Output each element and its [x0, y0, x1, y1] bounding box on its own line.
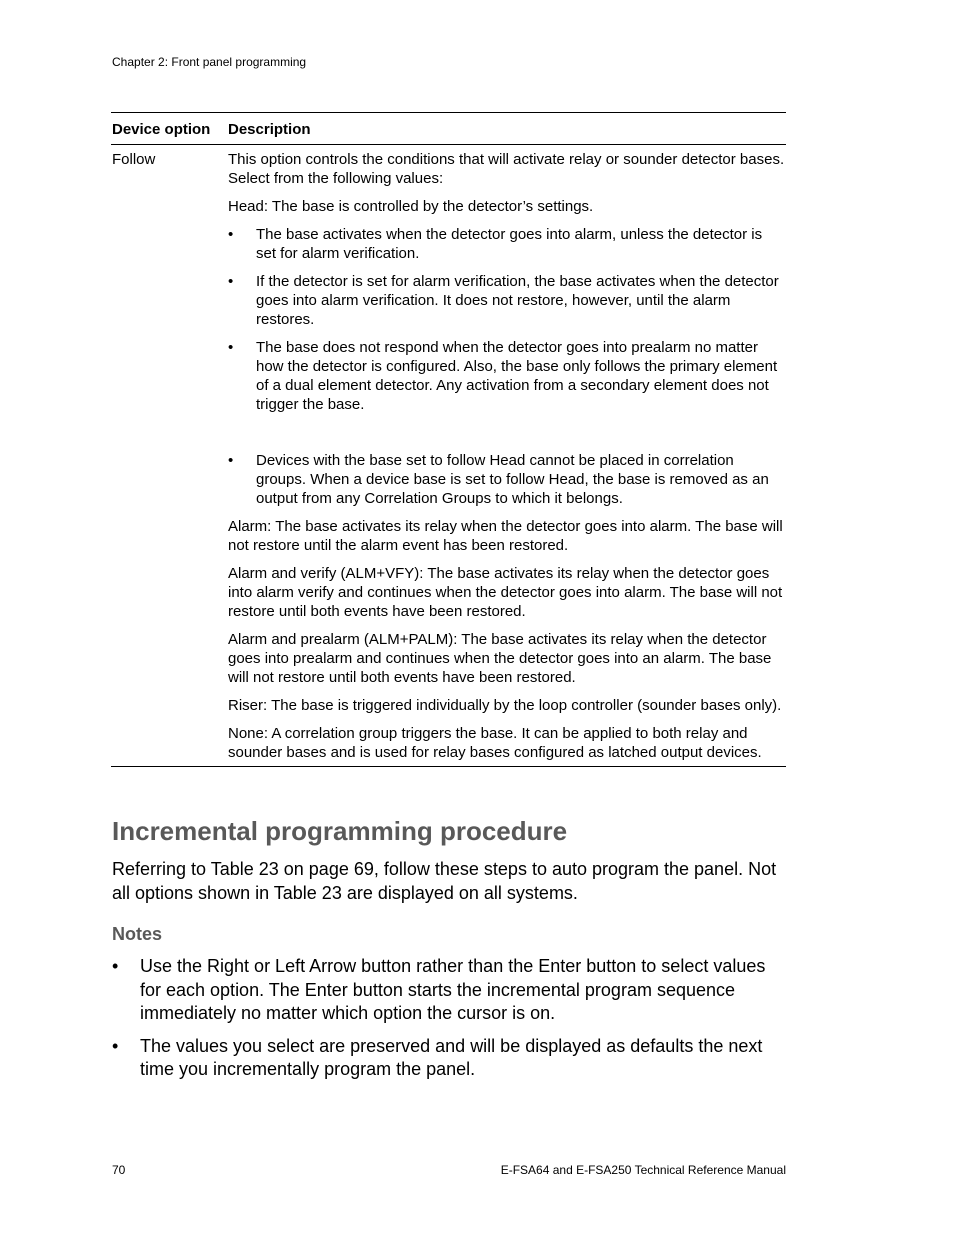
- notes-list: [112, 955, 772, 1091]
- device-option-cell: Follow: [112, 151, 156, 168]
- running-header: Chapter 2: Front panel programming: [112, 55, 307, 69]
- bullet-glyph: •: [228, 339, 234, 356]
- bullet-glyph: •: [228, 226, 234, 243]
- bullet-glyph: •: [228, 273, 234, 290]
- list-item: • Devices with the base set to follow Head cannot be placed in correlation groups. When a device base is set to follow Head, the base is removed as an output from any Correlation Groups to which it belongs.: [228, 452, 769, 507]
- manual-title: E-FSA64 and E-FSA250 Technical Reference Manual: [500, 1163, 786, 1177]
- head-bullet-list: [228, 225, 786, 508]
- value-alarm-verify: Alarm and verify (ALM+VFY): The base activates its relay when the detector goes into alarm verify and continues when the detector goes into alarm. The base will not restore until both events have been restored.: [228, 565, 783, 620]
- list-item: • The values you select are preserved and will be displayed as defaults the next time you incrementally program the panel.: [112, 1035, 763, 1079]
- value-none: None: A correlation group triggers the base. It can be applied to both relay and sounder bases and is used for relay bases configured as latched output devices.: [228, 725, 762, 761]
- value-riser: Riser: The base is triggered individually by the loop controller (sounder bases only).: [228, 697, 782, 714]
- list-item: • The base does not respond when the detector goes into prealarm no matter how the detector is configured. Also, the base only follows the primary element of a dual element detector. Any activation from a secondary element does not trigger the base.: [228, 339, 778, 413]
- value-head: Head: The base is controlled by the detector’s settings.: [228, 198, 594, 215]
- section-intro: Referring to Table 23 on page 69, follow these steps to auto program the panel. Not all options shown in Table 23 are displayed on all systems.: [112, 859, 777, 903]
- list-item: • The base activates when the detector goes into alarm, unless the detector is set for alarm verification.: [228, 226, 763, 262]
- device-option-table: [111, 112, 786, 767]
- column-header-description: Description: [228, 121, 311, 138]
- value-alarm-prealarm: Alarm and prealarm (ALM+PALM): The base activates its relay when the detector goes into prealarm and continues when the detector goes into an alarm. The base will not restore until both events have been restored.: [228, 631, 772, 686]
- column-header-device-option: Device option: [112, 121, 211, 138]
- page-number: 70: [112, 1163, 126, 1177]
- description-cell: [228, 145, 786, 767]
- bullet-glyph: •: [228, 452, 234, 469]
- description-intro: This option controls the conditions that will activate relay or sounder detector bases. Select from the following values:: [228, 151, 785, 187]
- table-row: [111, 145, 786, 767]
- bullet-glyph: •: [112, 1035, 119, 1056]
- table-header-row: [111, 113, 786, 145]
- value-alarm: Alarm: The base activates its relay when the detector goes into alarm. The base will not restore until the alarm event has been restored.: [228, 518, 783, 554]
- section-title: Incremental programming procedure: [112, 816, 568, 846]
- notes-heading: Notes: [112, 924, 163, 944]
- list-item: • If the detector is set for alarm verification, the base activates when the detector goes into alarm verification. It does not restore, however, until the alarm restores.: [228, 273, 779, 328]
- list-item: • Use the Right or Left Arrow button rather than the Enter button to select values for each option. The Enter button starts the incremental program sequence immediately no matter which option the cursor is on.: [112, 956, 766, 1023]
- bullet-glyph: •: [112, 956, 119, 976]
